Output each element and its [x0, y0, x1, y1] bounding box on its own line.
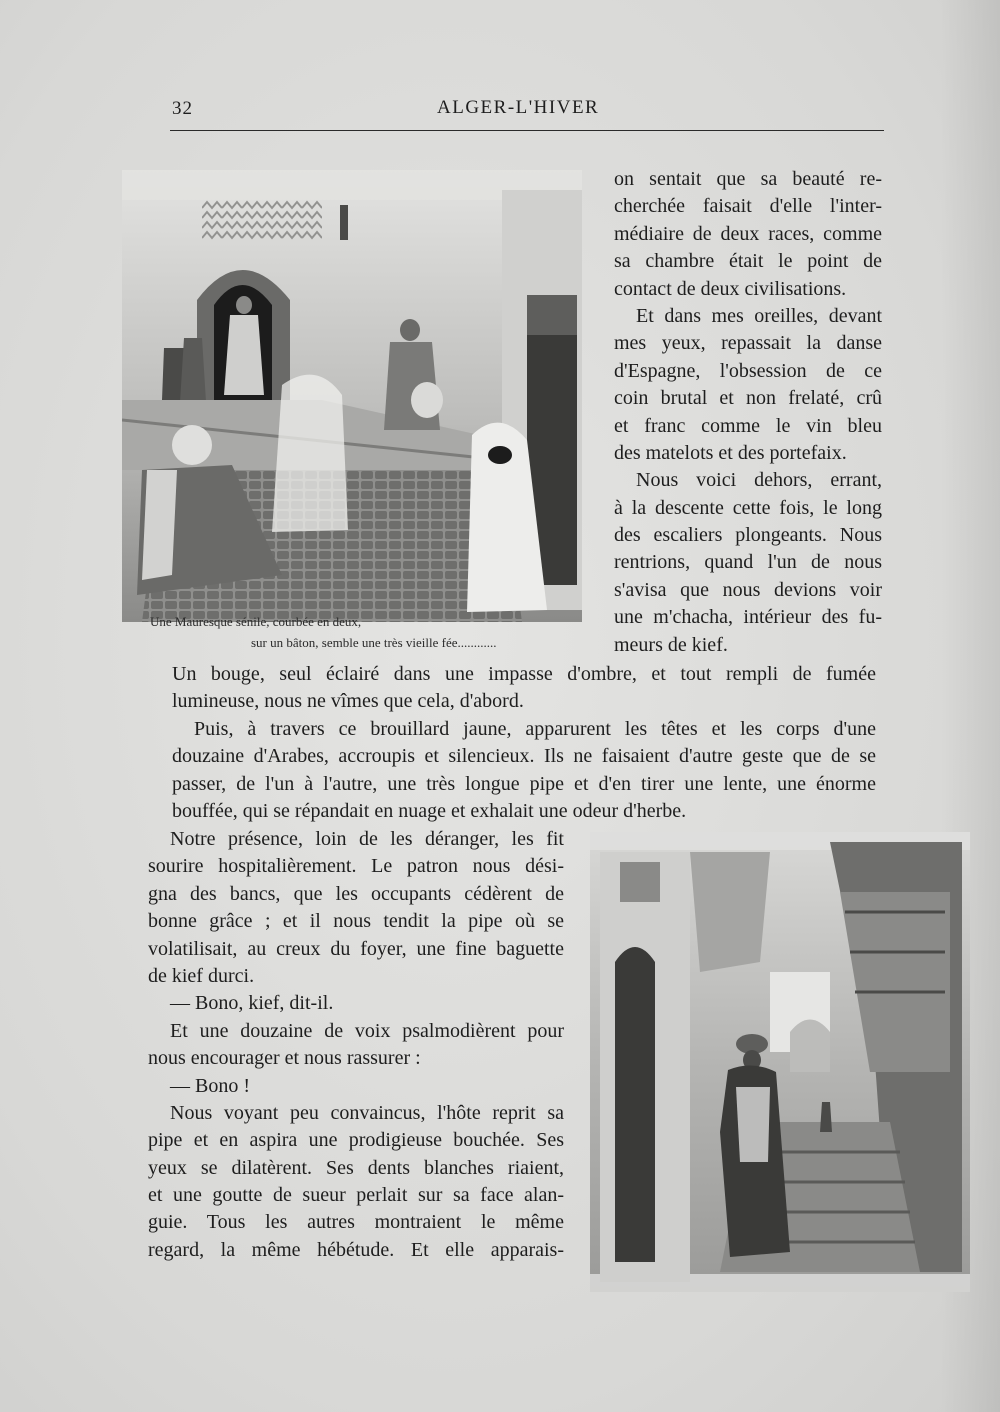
text-line: d'Espagne, l'obsession de ce: [614, 359, 882, 382]
text-line: sa chambre était le point de: [614, 250, 882, 273]
text-line: sourire hospitalièrement. Le patron nous dési-: [148, 855, 564, 878]
text-line: cherchée faisait d'elle l'inter-: [614, 195, 882, 218]
text-line: douzaine d'Arabes, accroupis et silencieux. Ils ne faisaient d'autre geste que de se: [172, 745, 876, 768]
text-line: une m'chacha, intérieur des fu-: [614, 606, 882, 629]
text-line: pipe et en aspira une prodigieuse bouchée. Ses: [148, 1129, 564, 1152]
text-line: à la descente cette fois, le long: [614, 496, 882, 519]
figure-caption-line: Une Mauresque sénile, courbée en deux,: [150, 614, 362, 629]
figure-caption-line: sur un bâton, semble une très vieille fée............: [251, 635, 497, 650]
text-line: des escaliers plongeants. Nous: [614, 524, 882, 547]
text-line: Nous voyant peu convaincus, l'hôte reprit sa: [170, 1101, 564, 1124]
text-line: et franc comme le vin bleu: [614, 414, 882, 437]
running-head-title: ALGER-L'HIVER: [437, 97, 600, 118]
text-line: contact de deux civilisations.: [614, 277, 847, 300]
text-line: Et une douzaine de voix psalmodièrent pour: [170, 1019, 564, 1042]
text-line: Un bouge, seul éclairé dans une impasse d'ombre, et tout rempli de fumée: [172, 663, 876, 685]
text-line: nous encourager et nous rassurer :: [148, 1047, 421, 1070]
header-rule: [170, 130, 884, 131]
text-line: bouffée, qui se répandait en nuage et exhalait une odeur d'herbe.: [172, 799, 687, 822]
text-line: des matelots et des portefaix.: [614, 441, 847, 464]
text-line: guie. Tous les autres montraient le même: [148, 1211, 564, 1234]
text-line: de kief durci.: [148, 964, 255, 987]
text-line: — Bono !: [170, 1074, 250, 1097]
text-line: coin brutal et non frelaté, crû: [614, 387, 882, 410]
text-line: et une goutte de sueur perlait sur sa face alan-: [148, 1184, 564, 1207]
text-line: bonne grâce ; et il nous tendit la pipe où se: [148, 910, 564, 933]
photo-kasbah-stepped-alley: [590, 832, 970, 1292]
text-line: on sentait que sa beauté re-: [614, 168, 882, 190]
text-line: gna des bancs, que les occupants cédèrent de: [148, 882, 564, 905]
text-column-left: [148, 826, 564, 1264]
text-line: — Bono, kief, dit-il.: [170, 992, 334, 1015]
text-line: s'avisa que nous devions voir: [614, 578, 882, 601]
text-line: Et dans mes oreilles, devant: [636, 304, 882, 327]
text-line: Notre présence, loin de les déranger, les fit: [170, 828, 564, 850]
text-full-width: [172, 661, 876, 825]
text-line: volatilisait, au creux du foyer, une fine baguette: [148, 937, 564, 960]
text-line: meurs de kief.: [614, 633, 728, 656]
text-line: Puis, à travers ce brouillard jaune, apparurent les têtes et les corps d'une: [194, 717, 876, 740]
text-line: médiaire de deux races, comme: [614, 222, 882, 245]
text-line: rentrions, quand l'un de nous: [614, 551, 882, 574]
text-line: yeux se dilatèrent. Ses dents blanches riaient,: [148, 1156, 564, 1179]
page-number: 32: [172, 98, 193, 119]
photo-moorish-street-scene: [122, 170, 582, 622]
text-column-right: [614, 166, 882, 659]
text-line: regard, la même hébétude. Et elle apparais-: [148, 1238, 564, 1261]
text-line: passer, de l'un à l'autre, une très longue pipe et d'en tirer une lente, une énorme: [172, 772, 876, 795]
text-line: mes yeux, repassait la danse: [614, 332, 882, 355]
text-line: lumineuse, nous ne vîmes que cela, d'abord.: [172, 690, 524, 713]
text-line: Nous voici dehors, errant,: [636, 469, 882, 492]
